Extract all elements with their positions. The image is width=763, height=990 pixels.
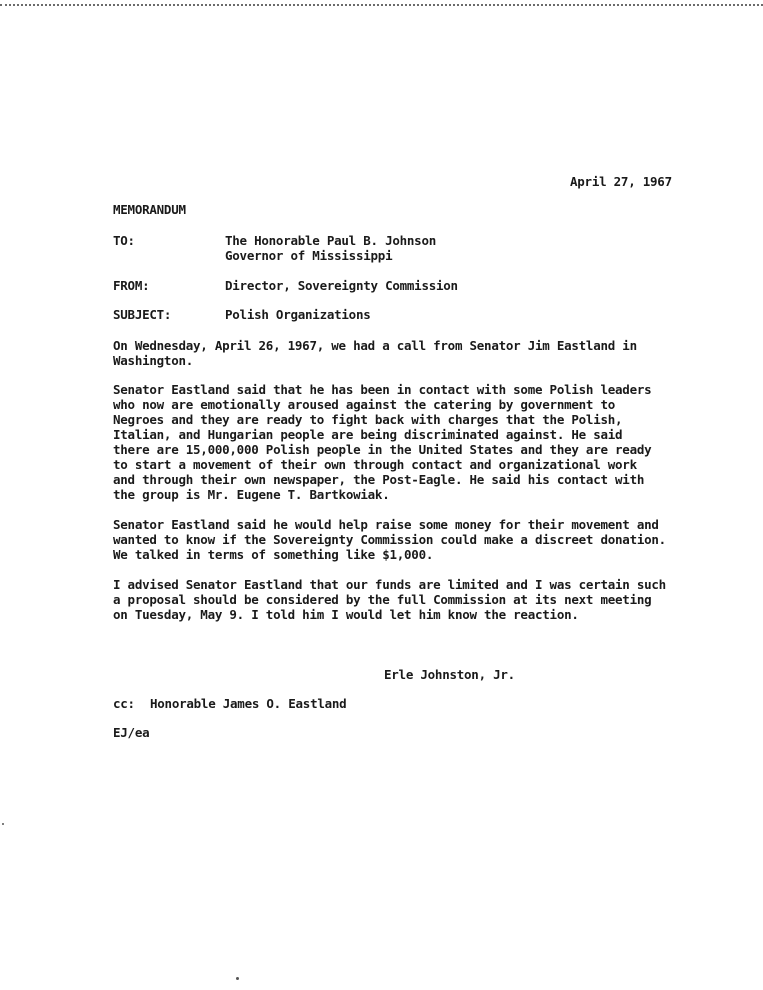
subject-value: Polish Organizations xyxy=(225,307,371,322)
memo-heading: MEMORANDUM xyxy=(113,202,186,217)
paragraph-2: Senator Eastland said that he has been in contact with some Polish leaders who now are emotionally aroused against the catering by government to Negroes and they are ready to fight back with charges that the Polish, Italian, and Hungarian people are being discriminated against. He said there are 15,000,000 Polish people in the United States and they are ready to start a movement of their own through contact and organizational work and through their own newspaper, the Post-Eagle. He said his contact with the group is Mr. Eugene T. Bartkowiak. xyxy=(113,382,652,502)
paragraph-3: Senator Eastland said he would help raise some money for their movement and wanted to know if the Sovereignty Commission could make a discreet donation. We talked in terms of something like $1,000. xyxy=(113,517,666,562)
signature: Erle Johnston, Jr. xyxy=(384,667,515,682)
initials: EJ/ea xyxy=(113,725,150,740)
memo-date: April 27, 1967 xyxy=(570,174,672,189)
to-line-2: Governor of Mississippi xyxy=(225,248,393,263)
subject-label: SUBJECT: xyxy=(113,307,172,322)
paragraph-4: I advised Senator Eastland that our funds are limited and I was certain such a proposal should be considered by the full Commission at its next meeting on Tuesday, May 9. I told him I would let him know the reaction. xyxy=(113,577,666,622)
cc-value: Honorable James O. Eastland xyxy=(150,696,347,711)
cc-label: cc: xyxy=(113,696,135,711)
scan-top-edge xyxy=(0,4,763,6)
scan-speck xyxy=(236,977,239,980)
paragraph-1: On Wednesday, April 26, 1967, we had a call from Senator Jim Eastland in Washington. xyxy=(113,338,637,368)
scan-speck xyxy=(2,823,4,825)
from-label: FROM: xyxy=(113,278,150,293)
from-value: Director, Sovereignty Commission xyxy=(225,278,458,293)
to-label: TO: xyxy=(113,233,135,248)
to-line-1: The Honorable Paul B. Johnson xyxy=(225,233,436,248)
